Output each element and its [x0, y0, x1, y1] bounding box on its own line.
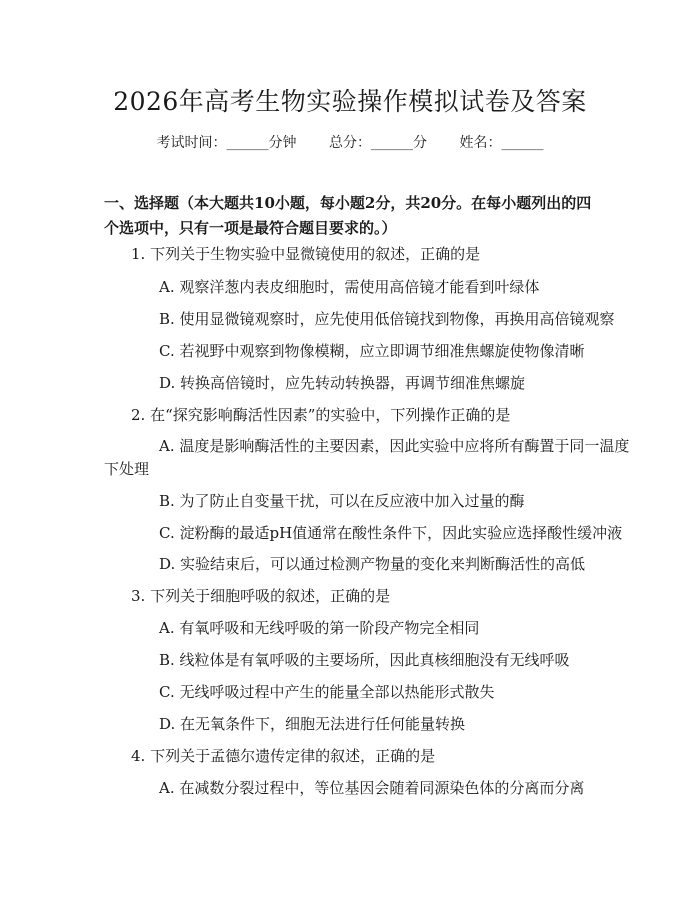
question-3-option-d: D. 在无氧条件下，细胞无法进行任何能量转换: [159, 715, 466, 733]
name-field: 姓名：______: [459, 135, 544, 151]
question-3-option-c: C. 无线呼吸过程中产生的能量全部以热能形式散失: [159, 683, 495, 701]
question-1-option-b: B. 使用显微镜观察时，应先使用低倍镜找到物像，再换用高倍镜观察: [159, 310, 615, 328]
section-heading: 一、选择题（本大题共10小题，每小题2分，共20分。在每小题列出的四个选项中，只有一项是最符合题目要求的。）: [104, 194, 592, 237]
question-1-option-d: D. 转换高倍镜时，应先转动转换器，再调节细准焦螺旋: [159, 374, 526, 392]
exam-info: [0, 132, 700, 152]
question-1-option-a: A. 观察洋葱内表皮细胞时，需使用高倍镜才能看到叶绿体: [159, 278, 540, 296]
question-4-stem: 4. 下列关于孟德尔遗传定律的叙述，正确的是: [131, 747, 436, 765]
question-2-stem: 2. 在“探究影响酶活性因素”的实验中，下列操作正确的是: [131, 406, 511, 424]
question-4-option-a: A. 在减数分裂过程中，等位基因会随着同源染色体的分离而分离: [159, 779, 585, 797]
question-3-option-b: B. 线粒体是有氧呼吸的主要场所，因此真核细胞没有无线呼吸: [159, 651, 570, 669]
page-title: 2026年高考生物实验操作模拟试卷及答案: [113, 87, 587, 116]
question-3-stem: 3. 下列关于细胞呼吸的叙述，正确的是: [131, 587, 391, 605]
question-2-option-b: B. 为了防止自变量干扰，可以在反应液中加入过量的酶: [159, 492, 525, 510]
question-3-option-a: A. 有氧呼吸和无线呼吸的第一阶段产物完全相同: [159, 619, 480, 637]
total-score-field: 总分：______分: [329, 135, 427, 151]
question-2-option-d: D. 实验结束后，可以通过检测产物量的变化来判断酶活性的高低: [159, 555, 586, 573]
question-2-option-a: A. 温度是影响酶活性的主要因素，因此实验中应将所有酶置于同一温度: [159, 437, 630, 455]
exam-time-field: 考试时间：______分钟: [156, 135, 297, 151]
question-2-option-c: C. 淀粉酶的最适pH值通常在酸性条件下，因此实验应选择酸性缓冲液: [159, 524, 623, 542]
question-1-option-c: C. 若视野中观察到物像模糊，应立即调节细准焦螺旋使物像清晰: [159, 342, 585, 360]
question-2-option-a-cont: 下处理: [104, 460, 150, 478]
question-1-stem: 1. 下列关于生物实验中显微镜使用的叙述，正确的是: [131, 245, 481, 263]
